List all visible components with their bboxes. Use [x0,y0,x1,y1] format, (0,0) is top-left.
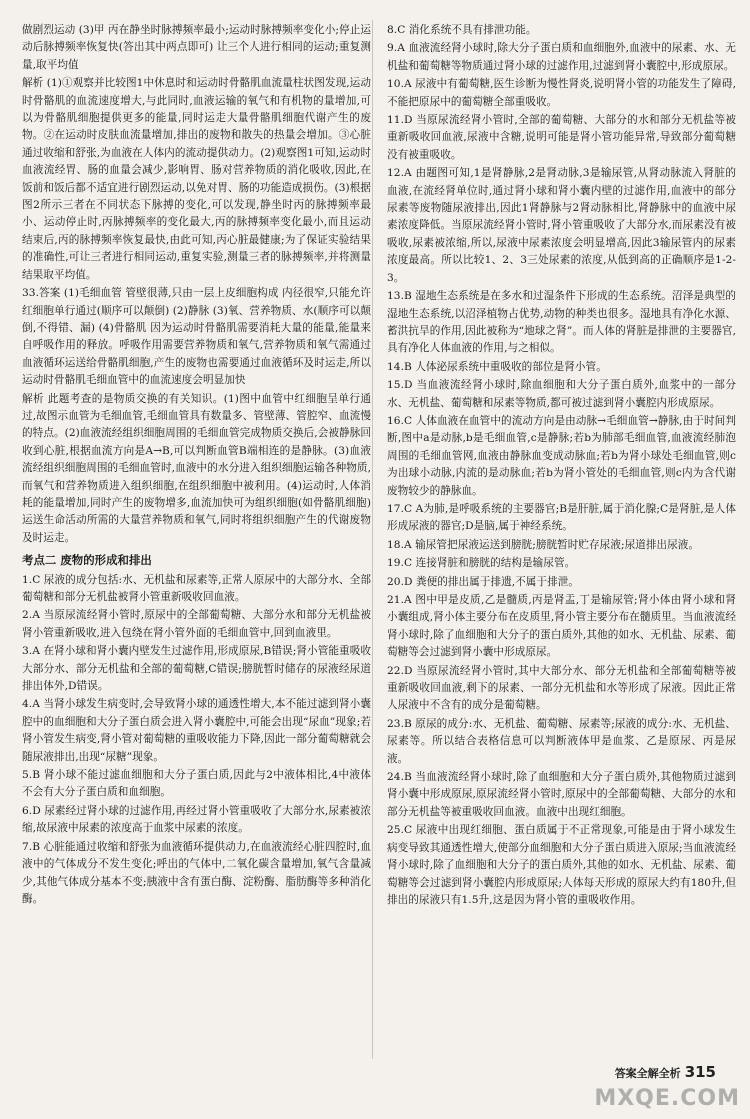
left-column [22,22,371,1119]
page-footer [615,1063,716,1081]
answer-item: 25.C 尿液中出现红细胞、蛋白质属于不正常现象,可能是由于肾小球发生病变导致其通透性增大,使部分血细胞和大分子蛋白质进入原尿;当血液流经肾小球时,除了血细胞和大分子的蛋白质外,其他的如水、无机盐、尿素、葡萄糖等会过滤到肾小囊腔内形成原尿;人体每天形成的原尿大约有180升,但排出的尿液只有1.5升,这是因为肾小管的重吸收作用。 [387,824,736,906]
column-divider [372,20,373,1059]
answer-item: 9.A 血液流经肾小球时,除大分子蛋白质和血细胞外,血液中的尿素、水、无机盐和葡萄糖等物质通过肾小球的过滤作用,过滤到肾小囊腔中,形成原尿。 [387,42,736,72]
answer-item: 2.A 当原尿流经肾小管时,原尿中的全部葡萄糖、大部分水和部分无机盐被肾小管重新吸收,进入包绕在肾小管外面的毛细血管中,回到血液里。 [22,609,371,639]
answer-item: 8.C 消化系统不具有排泄功能。 [387,24,537,36]
answer-item: 3.A 在肾小球和肾小囊内壁发生过滤作用,形成原尿,B错误;肾小管能重吸收大部分水、部分无机盐和全部的葡萄糖,C错误;膀胱暂时储存的尿液经尿道排出体外,D错误。 [22,645,371,693]
explanation-block: 解析 (1)①观察并比较图1中休息时和运动时骨骼肌血流量柱状图发现,运动时骨骼肌的血流速度增大,与此同时,血液运输的氧气和有机物的量增加,可以为骨骼肌细胞提供更多的能量,同时运走大量骨骼肌细胞代谢产生的废物。②在运动时皮肤血流量增加,排出的废物和散失的热量会增加。③心脏通过收缩和舒张,为血液在人体内的流动提供动力。(2)观察图1可知,运动时血液流经胃、肠的血量会减少,影响胃、肠对营养物质的消化吸收,因此,在饭前和饭后都不适宜进行剧烈运动,以免对胃、肠的功能造成损伤。(3)根据图2所示三者在不同状态下脉搏的变化,可以发现,静坐时丙的脉搏频率最小、运动停止时,丙脉搏频率的变化最大,丙的脉搏频率变化最小,而且运动结束后,丙的脉搏频率恢复最快,由此可知,丙心脏最健康;为了保证实验结果的准确性,可让三者进行相同运动,重复实验,测量三者的脉搏频率,并将测量结果取平均值。 [22,77,371,281]
answer-item: 16.C 人体血液在血管中的流动方向是由动脉→毛细血管→静脉,由于时间判断,图中a是动脉,b是毛细血管,c是静脉;若b为肺部毛细血管,血液流经肺泡周围的毛细血管网,血液由静脉血变成动脉血;若b为肾小球处毛细血管,则c为出球小动脉,内流的是动脉血;若b为肾小管处的毛细血管,则c内为含代谢废物较少的静脉血。 [387,414,736,497]
right-column [387,22,736,1119]
page-number: 315 [684,1063,716,1081]
answer-item: 4.A 当肾小球发生病变时,会导致肾小球的通透性增大,本不能过滤到肾小囊腔中的血细胞和大分子蛋白质会进入肾小囊腔中,可能会出现“尿血”现象;若肾小管发生病变,肾小管对葡萄糖的重吸收能力下降,因此一部分葡萄糖就会随尿液排出,出现“尿糖”现象。 [22,698,371,763]
section-heading: 考点二 废物的形成和排出 [22,553,152,568]
answer-item: 23.B 原尿的成分:水、无机盐、葡萄糖、尿素等;尿液的成分:水、无机盐、尿素等。所以结合表格信息可以判断液体甲是血浆、乙是原尿、丙是尿液。 [387,717,736,765]
answer-item: 12.A 由题图可知,1是肾静脉,2是肾动脉,3是输尿管,从肾动脉流入肾脏的血液,在流经肾单位时,通过肾小球和肾小囊内壁的过滤作用,血液中的部分尿素等废物随尿液排出,因此1肾静脉与2肾动脉相比,肾静脉中的血液中尿素浓度降低。当原尿流经肾小管时,肾小管重吸收了大部分水,而尿素没有被吸收,尿素被浓缩,所以,尿液中尿素浓度会明显增高,因此3输尿管内的尿素浓度最高。所以比较1、2、3三处尿素的浓度,从低到高的正确顺序是1-2-3。 [387,167,736,284]
answer-block: 33.答案 (1)毛细血管 管壁很薄,只由一层上皮细胞构成 内径很窄,只能允许红细胞单行通过(顺序可以颠倒) (2)静脉 (3)氧、营养物质、水(顺序可以颠倒,不得错、漏) (4)骨骼肌 因为运动时骨骼肌需要消耗大量的能量,能量来自呼吸作用的释放。呼吸作用需要营养物质和氧气,营养物质和氧气需通过血液循环运送给骨骼肌细胞,产生的废物也需要通过血液循环及时运走,所以运动时骨骼肌毛细血管中的血流速度会明显加快 [22,287,371,387]
answer-item: 13.B 湿地生态系统是在多水和过湿条件下形成的生态系统。沼泽是典型的湿地生态系统,以沼泽植物占优势,动物的种类也很多。湿地具有净化水源、蓄洪抗旱的作用,因此被称为“地球之肾”。而人体的肾脏是排泄的主要器官,具有净化人体血液的作用,与之相似。 [387,290,736,355]
answer-item: 7.B 心脏能通过收缩和舒张为血液循环提供动力,在血液流经心脏四腔时,血液中的气体成分不发生变化;呼出的气体中,二氧化碳含量增加,氧气含量减少,其他气体成分基本不变;胰液中含有蛋白酶、淀粉酶、脂肪酶等多种消化酶。 [22,840,371,905]
footer-brand: 答案全解全析 [614,1067,681,1080]
answer-item: 5.B 肾小球不能过滤血细胞和大分子蛋白质,因此与2中液体相比,4中液体不会有大分子蛋白质和血细胞。 [22,769,371,799]
answer-item: 20.D 粪便的排出属于排遗,不属于排泄。 [387,575,580,588]
answer-item: 17.C A为肺,是呼吸系统的主要器官;B是肝脏,属于消化腺;C是肾脏,是人体形成尿液的器官;D是脑,属于神经系统。 [387,502,736,533]
answer-item: 21.A 图中甲是皮质,乙是髓质,丙是肾盂,丁是输尿管;肾小体由肾小球和肾小囊组成,肾小体主要分布在皮质里,肾小管主要分布在髓质里。当血液流经肾小球时,除了血细胞和大分子的蛋白质外,其他的如水、无机盐、尿素、葡萄糖等会过滤到肾小囊中形成原尿。 [387,594,736,659]
answer-item: 14.B 人体泌尿系统中重吸收的部位是肾小管。 [387,360,607,373]
answer-item: 22.D 当原尿流经肾小管时,其中大部分水、部分无机盐和全部葡萄糖等被重新吸收回血液,剩下的尿素、一部分无机盐和水等形成了尿液。因此正常人尿液中不含有的成分是葡萄糖。 [387,664,736,712]
answer-item: 11.D 当原尿流经肾小管时,全部的葡萄糖、大部分的水和部分无机盐等被重新吸收回血液,尿液中含糖,说明可能是肾小管功能异常,导致部分葡萄糖没有被重吸收。 [387,114,736,161]
text-block: 做剧烈运动 (3)甲 丙在静坐时脉搏频率最小;运动时脉搏频率变化小;停止运动后脉搏频率恢复快(答出其中两点即可) 让三个人进行相同的运动;重复测量,取平均值 [22,24,371,71]
answer-item: 1.C 尿液的成分包括:水、无机盐和尿素等,正常人原尿中的大部分水、全部葡萄糖和部分无机盐被肾小管重新吸收回血液。 [22,573,371,603]
answer-item: 18.A 输尿管把尿液运送到膀胱;膀胱暂时贮存尿液;尿道排出尿液。 [387,538,700,551]
explanation-block: 解析 此题考查的是物质交换的有关知识。(1)图中血管中红细胞呈单行通过,故图示血管为毛细血管,毛细血管具有数量多、管壁薄、管腔窄、血流慢的特点。(2)血液流经组织细胞周围的毛细血管完成物质交换后,会被静脉回收到心脏,根据血流方向是A→B,可以判断血管B端相连的是静脉。(3)血液流经组织细胞周围的毛细血管时,血液中的水分进入组织细胞运输各种物质,而氧气和营养物质进入组织细胞,在组织细胞中被利用。(4)运动时,人体消耗的能量增加,同时产生的废物增多,血流加快可为组织细胞(如骨骼肌细胞)运送生命活动所需的大量营养物质和氧气,同时将组织细胞产生的代谢废物及时运走。 [22,392,371,544]
answer-item: 6.D 尿素经过肾小球的过滤作用,再经过肾小管重吸收了大部分水,尿素被浓缩,故尿液中尿素的浓度高于血浆中尿素的浓度。 [22,804,371,835]
answer-item: 24.B 当血液流经肾小球时,除了血细胞和大分子蛋白质外,其他物质过滤到肾小囊中形成原尿,原尿流经肾小管时,原尿中的全部葡萄糖、大部分的水和部分无机盐等被重吸收回血液。血液中出现红细胞。 [387,771,736,818]
watermark: MXQE.COM [594,1086,740,1111]
answer-item: 10.A 尿液中有葡萄糖,医生诊断为慢性肾炎,说明肾小管的功能发生了障碍,不能把原尿中的葡萄糖全部重吸收。 [387,78,736,108]
answer-item: 15.D 当血液流经肾小球时,除血细胞和大分子蛋白质外,血浆中的一部分水、无机盐、葡萄糖和尿素等物质,都可被过滤到肾小囊腔内形成原尿。 [387,379,736,409]
answer-item: 19.C 连接肾脏和膀胱的结构是输尿管。 [387,557,576,570]
